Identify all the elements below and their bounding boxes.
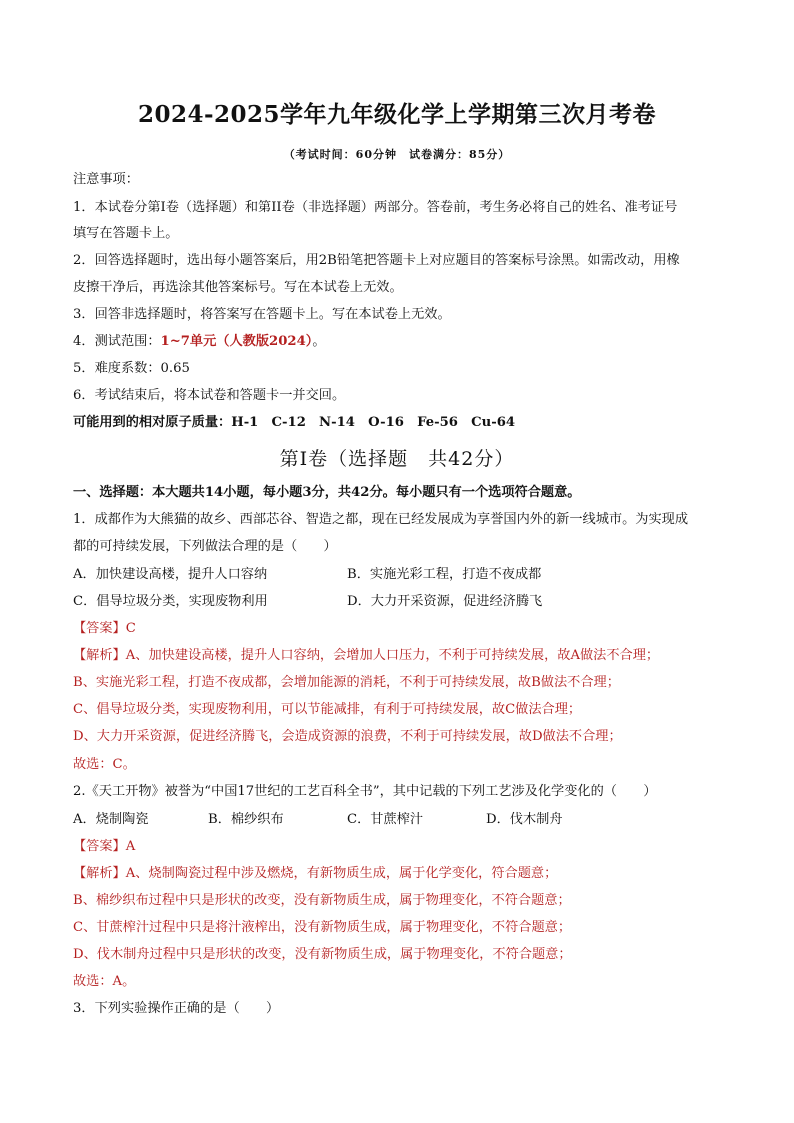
atomic-masses: 可能用到的相对原子质量：H-1 C-12 N-14 O-16 Fe-56 Cu-64 bbox=[73, 415, 516, 430]
q2-analysis-c: C、甘蔗榨汁过程中只是将汁液榨出，没有新物质生成，属于物理变化，不符合题意； bbox=[73, 920, 572, 935]
notice-heading: 注意事项： bbox=[73, 172, 139, 187]
notice-item-4 bbox=[73, 333, 733, 351]
q1-analysis-a-text: A、加快建设高楼，提升人口容纳，会增加人口压力，不利于可持续发展，故A做法不合理； bbox=[125, 648, 660, 663]
q1-option-c: C．倡导垃圾分类，实现废物利用 bbox=[73, 594, 268, 609]
q2-stem: 2.《天工开物》被誉为“中国17世纪的工艺百科全书”，其中记载的下列工艺涉及化学变化的（ ） bbox=[73, 784, 657, 799]
q1-stem-b: 都的可持续发展，下列做法合理的是（ ） bbox=[73, 539, 337, 554]
notice-item-4-prefix: 4．测试范围： bbox=[73, 334, 161, 349]
q2-answer bbox=[73, 838, 733, 856]
q1-answer-value: C bbox=[125, 621, 136, 636]
q2-answer-value: A bbox=[125, 839, 136, 854]
notice-item-6: 6．考试结束后，将本试卷和答题卡一并交回。 bbox=[73, 388, 346, 403]
exam-time-info: （考试时间：60分钟 试卷满分：85分） bbox=[283, 148, 511, 161]
q1-analysis-c: C、倡导垃圾分类，实现废物利用，可以节能减排，有利于可持续发展，故C做法合理； bbox=[73, 702, 582, 717]
q2-option-d: D．伐木制舟 bbox=[486, 812, 563, 827]
notice-item-4-range: 1~7单元（人教版2024） bbox=[160, 334, 313, 349]
q2-option-b: B．棉纱织布 bbox=[208, 812, 284, 827]
q2-answer-label: 【答案】 bbox=[73, 839, 126, 854]
q2-analysis-a-text: A、烧制陶瓷过程中涉及燃烧，有新物质生成，属于化学变化，符合题意； bbox=[125, 866, 558, 881]
exam-title: 2024-2025学年九年级化学上学期第三次月考卷 bbox=[137, 101, 657, 128]
q2-analysis-d: D、伐木制舟过程中只是形状的改变，没有新物质生成，属于物理变化，不符合题意； bbox=[73, 947, 572, 962]
q2-analysis-label: 【解析】 bbox=[73, 866, 126, 881]
q2-option-c: C．甘蔗榨汁 bbox=[347, 812, 424, 827]
notice-item-4-suffix: 。 bbox=[312, 334, 326, 349]
q1-conclusion: 故选：C。 bbox=[73, 757, 136, 772]
q1-option-b: B．实施光彩工程，打造不夜成都 bbox=[347, 567, 542, 582]
section-instruction: 一、选择题：本大题共14小题，每小题3分，共42分。每小题只有一个选项符合题意。 bbox=[73, 485, 581, 500]
q1-answer bbox=[73, 620, 733, 638]
q1-analysis-a bbox=[73, 647, 733, 665]
q1-option-a: A．加快建设高楼，提升人口容纳 bbox=[73, 567, 268, 582]
q3-stem: 3．下列实验操作正确的是（ ） bbox=[73, 1001, 280, 1016]
q1-stem-a: 1．成都作为大熊猫的故乡、西部芯谷、智造之都，现在已经发展成为享誉国内外的新一线城市。为实现成 bbox=[73, 512, 689, 527]
section-title: 第I卷（选择题 共42分） bbox=[279, 448, 515, 470]
q2-analysis-a bbox=[73, 865, 733, 883]
q2-analysis-b: B、棉纱织布过程中只是形状的改变，没有新物质生成，属于物理变化，不符合题意； bbox=[73, 893, 571, 908]
q1-option-d: D．大力开采资源，促进经济腾飞 bbox=[347, 594, 543, 609]
notice-item-3: 3．回答非选择题时，将答案写在答题卡上。写在本试卷上无效。 bbox=[73, 307, 451, 322]
notice-item-5: 5．难度系数：0.65 bbox=[73, 361, 190, 376]
q1-answer-label: 【答案】 bbox=[73, 621, 126, 636]
q1-analysis-b: B、实施光彩工程，打造不夜成都，会增加能源的消耗，不利于可持续发展，故B做法不合理； bbox=[73, 675, 620, 690]
q2-conclusion: 故选：A。 bbox=[73, 974, 136, 989]
notice-item-1a: 1．本试卷分第I卷（选择题）和第II卷（非选择题）两部分。答卷前，考生务必将自己的姓名、准考证号 bbox=[73, 200, 678, 215]
q1-analysis-d: D、大力开采资源，促进经济腾飞，会造成资源的浪费，不利于可持续发展，故D做法不合理； bbox=[73, 729, 622, 744]
notice-item-2a: 2．回答选择题时，选出每小题答案后，用2B铅笔把答题卡上对应题目的答案标号涂黑。如需改动，用橡 bbox=[73, 253, 680, 268]
notice-item-1b: 填写在答题卡上。 bbox=[73, 226, 179, 241]
q2-option-a: A．烧制陶瓷 bbox=[73, 812, 149, 827]
q1-analysis-label: 【解析】 bbox=[73, 648, 126, 663]
notice-item-2b: 皮擦干净后，再选涂其他答案标号。写在本试卷上无效。 bbox=[73, 280, 403, 295]
